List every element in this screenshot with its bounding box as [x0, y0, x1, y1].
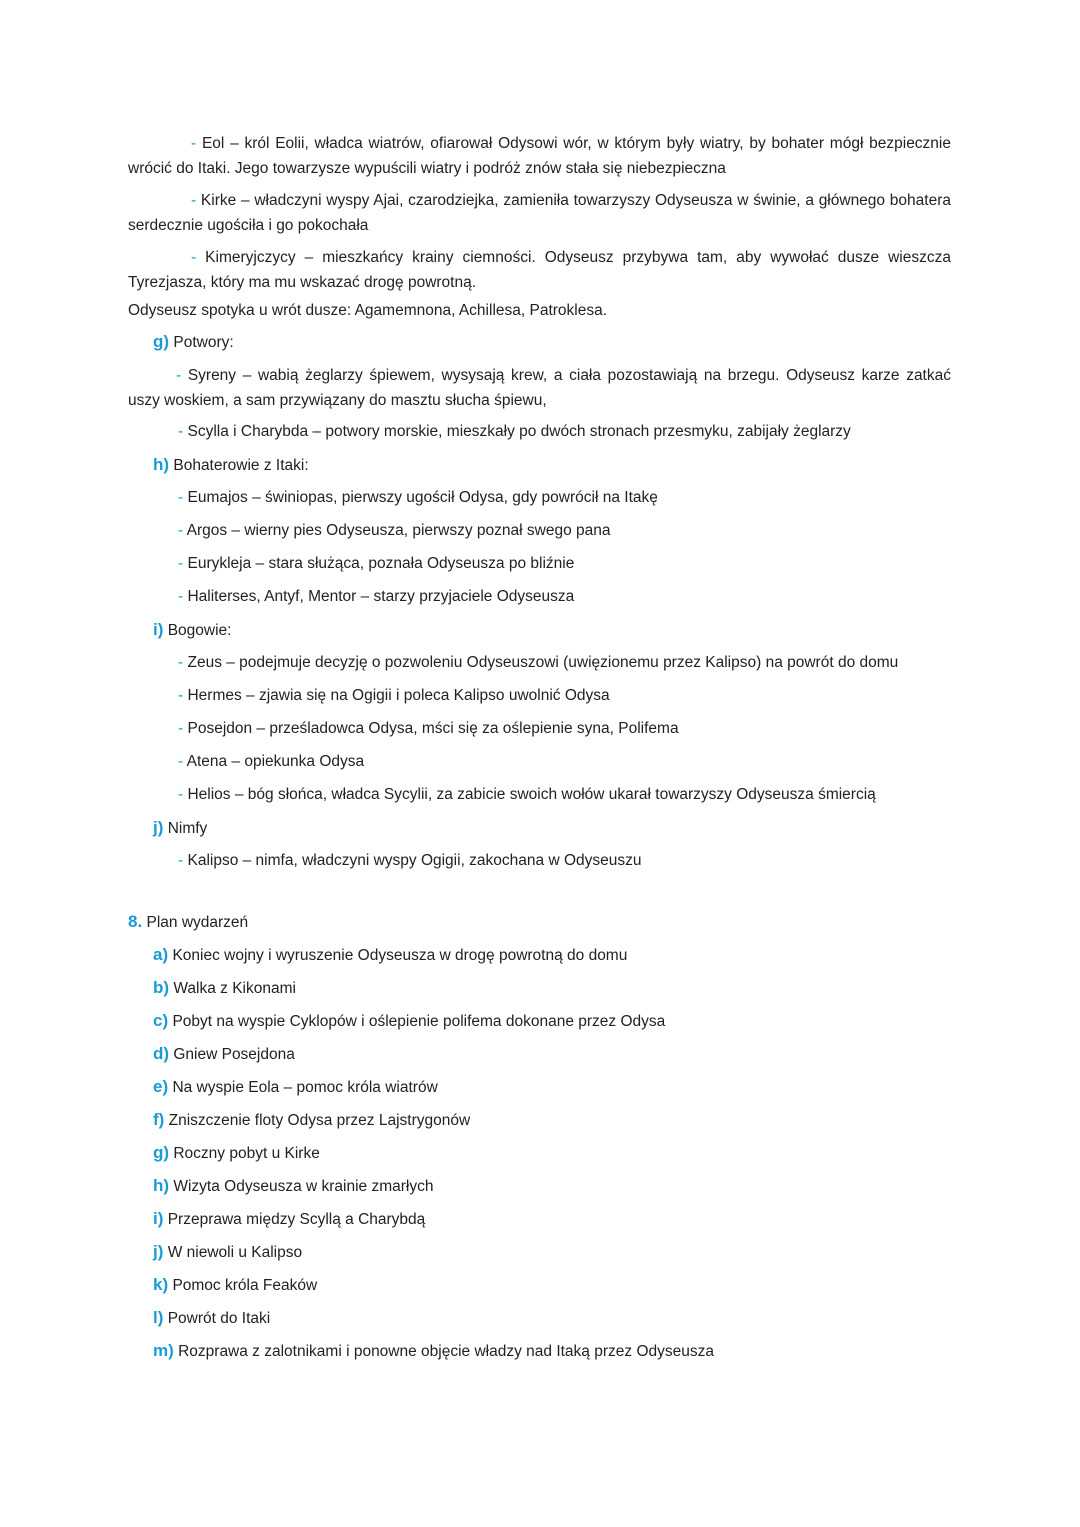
list-item-text: Atena – opiekunka Odysa	[186, 753, 365, 770]
list-item	[178, 686, 610, 706]
plan-item-text: Walka z Kikonami	[173, 980, 296, 997]
bullet-dash: -	[178, 555, 184, 572]
list-item	[178, 719, 679, 739]
plan-item	[153, 1209, 425, 1230]
bullet-dash: -	[178, 588, 184, 605]
plan-item	[153, 1044, 295, 1065]
section-i-heading	[153, 620, 231, 641]
section-j-heading	[153, 818, 207, 839]
bullet-dash: -	[178, 753, 184, 770]
kimeryjczycy-text: Kimeryjczycy – mieszkańcy krainy ciemności. Odyseusz przybywa tam, aby wywołać dusze wieszcza Tyrezjasza, który ma mu wskazać drogę powrotną.	[128, 249, 951, 291]
list-item	[178, 488, 658, 508]
plan-item	[153, 1242, 302, 1263]
eol-text: Eol – król Eolii, władca wiatrów, ofiarował Odysowi wór, w którym były wiatry, by bohater mógł bezpiecznie wrócić do Itaki. Jego towarzysze wypuścili wiatry i podróż znów stała się niebezpieczna	[128, 135, 951, 177]
list-item	[178, 521, 611, 541]
section-h-heading	[153, 455, 309, 476]
paragraph-kirke	[128, 188, 951, 238]
plan-item-letter: k)	[153, 1275, 169, 1294]
plan-item	[153, 945, 627, 966]
section-letter: j)	[153, 818, 164, 837]
list-item-text: Hermes – zjawia się na Ogigii i poleca Kalipso uwolnić Odysa	[187, 687, 610, 704]
paragraph-kimeryjczycy	[128, 245, 951, 295]
list-item-text: Eumajos – świniopas, pierwszy ugościł Odysa, gdy powrócił na Itakę	[187, 489, 658, 506]
plan-item	[153, 1077, 438, 1098]
list-item	[178, 851, 642, 871]
plan-item	[153, 1176, 433, 1197]
paragraph-syreny	[128, 363, 951, 413]
list-item-text: Posejdon – prześladowca Odysa, mści się za oślepienie syna, Polifema	[187, 720, 679, 737]
section-title: Nimfy	[167, 820, 208, 837]
plan-item	[153, 1275, 317, 1296]
plan-item-text: W niewoli u Kalipso	[167, 1244, 303, 1261]
bullet-dash: -	[178, 786, 184, 803]
plan-item-text: Pobyt na wyspie Cyklopów i oślepienie polifema dokonane przez Odysa	[172, 1013, 666, 1030]
list-item-text: Zeus – podejmuje decyzję o pozwoleniu Odyseuszowi (uwięzionemu przez Kalipso) na powrót do domu	[187, 654, 899, 671]
list-item	[178, 785, 876, 805]
plan-item-text: Wizyta Odyseusza w krainie zmarłych	[173, 1178, 434, 1195]
list-item-text: Argos – wierny pies Odyseusza, pierwszy poznał swego pana	[186, 522, 611, 539]
bullet-dash: -	[178, 522, 184, 539]
plan-item	[153, 1308, 270, 1329]
plan-item-letter: e)	[153, 1077, 169, 1096]
bullet-dash: -	[178, 720, 184, 737]
plan-item	[153, 1143, 320, 1164]
plan-item-text: Roczny pobyt u Kirke	[173, 1145, 320, 1162]
plan-item	[153, 1341, 714, 1362]
bullet-dash: -	[191, 249, 197, 266]
kirke-text: Kirke – władczyni wyspy Ajai, czarodziejka, zamieniła towarzyszy Odyseusza w świnie, a głównego bohatera serdecznie ugościła i go pokochała	[128, 192, 951, 234]
plan-item-letter: h)	[153, 1176, 170, 1195]
section-g-heading	[153, 332, 234, 353]
plan-item	[153, 1011, 665, 1032]
list-item	[178, 752, 364, 772]
plan-title: Plan wydarzeń	[146, 914, 249, 931]
section-title: Potwory:	[173, 334, 234, 351]
section-letter: h)	[153, 455, 170, 474]
plan-item-letter: c)	[153, 1011, 169, 1030]
section-title: Bohaterowie z Itaki:	[173, 457, 309, 474]
plan-item-text: Na wyspie Eola – pomoc króla wiatrów	[172, 1079, 438, 1096]
section-title: Bogowie:	[167, 622, 232, 639]
plan-item-letter: d)	[153, 1044, 170, 1063]
list-item	[178, 587, 574, 607]
plan-number: 8.	[128, 912, 143, 931]
bullet-dash: -	[191, 192, 197, 209]
plan-item-letter: l)	[153, 1308, 164, 1327]
dusze-text: Odyseusz spotyka u wrót dusze: Agamemnona, Achillesa, Patroklesa.	[128, 302, 608, 319]
plan-item-letter: f)	[153, 1110, 165, 1129]
plan-heading	[128, 912, 248, 933]
bullet-dash: -	[191, 135, 197, 152]
plan-item-text: Powrót do Itaki	[167, 1310, 271, 1327]
plan-item-text: Koniec wojny i wyruszenie Odyseusza w drogę powrotną do domu	[172, 947, 628, 964]
bullet-dash: -	[178, 654, 184, 671]
plan-item-text: Zniszczenie floty Odysa przez Lajstrygonów	[168, 1112, 471, 1129]
list-item	[178, 653, 898, 673]
paragraph-eol	[128, 131, 951, 181]
plan-item-text: Gniew Posejdona	[173, 1046, 295, 1063]
plan-item-letter: m)	[153, 1341, 174, 1360]
plan-item-text: Przeprawa między Scyllą a Charybdą	[167, 1211, 426, 1228]
scylla-text: Scylla i Charybda – potwory morskie, mieszkały po dwóch stronach przesmyku, zabijały żeglarzy	[187, 423, 851, 440]
list-item-text: Haliterses, Antyf, Mentor – starzy przyjaciele Odyseusza	[187, 588, 575, 605]
plan-item-text: Pomoc króla Feaków	[172, 1277, 318, 1294]
bullet-dash: -	[178, 423, 184, 440]
syreny-text: Syreny – wabią żeglarzy śpiewem, wysysają krew, a ciała pozostawiają na brzegu. Odyseusz karze zatkać uszy woskiem, a sam przywiązany do masztu słucha śpiewu,	[128, 367, 951, 409]
plan-item-letter: i)	[153, 1209, 164, 1228]
plan-item-letter: a)	[153, 945, 169, 964]
list-item-text: Helios – bóg słońca, władca Sycylii, za zabicie swoich wołów ukarał towarzyszy Odyseusza śmiercią	[187, 786, 876, 803]
section-letter: i)	[153, 620, 164, 639]
plan-item	[153, 978, 296, 999]
bullet-dash: -	[178, 687, 184, 704]
plan-item-letter: j)	[153, 1242, 164, 1261]
plan-item-letter: g)	[153, 1143, 170, 1162]
list-item	[178, 554, 574, 574]
list-item	[178, 422, 851, 442]
bullet-dash: -	[176, 367, 182, 384]
plan-item-text: Rozprawa z zalotnikami i ponowne objęcie władzy nad Itaką przez Odyseusza	[178, 1343, 714, 1360]
plan-item-letter: b)	[153, 978, 170, 997]
bullet-dash: -	[178, 852, 184, 869]
list-item-text: Eurykleja – stara służąca, poznała Odyseusza po bliźnie	[187, 555, 575, 572]
plan-item	[153, 1110, 470, 1131]
bullet-dash: -	[178, 489, 184, 506]
list-item-text: Kalipso – nimfa, władczyni wyspy Ogigii, zakochana w Odyseuszu	[187, 852, 642, 869]
section-letter: g)	[153, 332, 170, 351]
